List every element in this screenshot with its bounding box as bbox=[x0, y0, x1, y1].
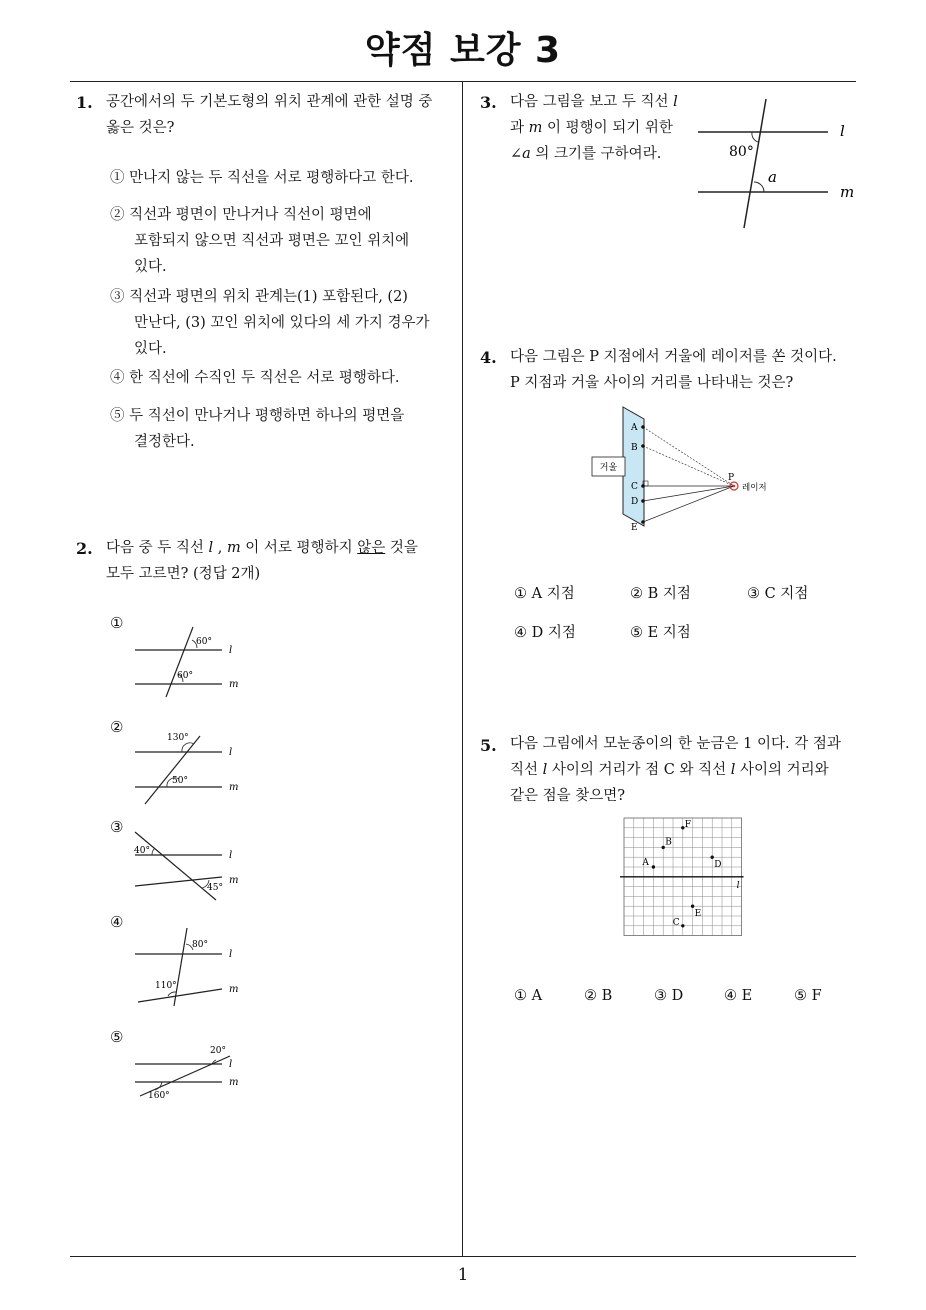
svg-text:60°: 60° bbox=[177, 671, 193, 681]
figure-q4 bbox=[588, 404, 788, 536]
svg-text:D: D bbox=[631, 497, 639, 507]
choice-1[interactable]: ① 만나지 않는 두 직선을 서로 평행하다고 한다. bbox=[110, 170, 414, 186]
question-text: 공간에서의 두 기본도형의 위치 관계에 관한 설명 중 옳은 것은? bbox=[106, 94, 433, 136]
question-number: 1. bbox=[76, 93, 93, 112]
choice-5[interactable]: ⑤ E 지점 bbox=[630, 625, 691, 641]
svg-text:l: l bbox=[229, 645, 233, 656]
question-number: 5. bbox=[480, 736, 497, 755]
svg-text:m: m bbox=[229, 984, 239, 995]
grid-point-label: A bbox=[642, 858, 649, 868]
choice-4[interactable]: ④ bbox=[110, 913, 124, 931]
choice-3-cont: 있다. bbox=[134, 341, 167, 357]
question-text: 다음 중 두 직선 l , m 이 서로 평행하지 않은 것을 모두 고르면? (정답 2개) bbox=[106, 540, 418, 582]
svg-text:l: l bbox=[229, 1059, 233, 1070]
column-divider bbox=[462, 82, 463, 1257]
svg-text:C: C bbox=[631, 482, 638, 492]
svg-text:P: P bbox=[728, 473, 735, 483]
page-number: 1 bbox=[457, 1265, 469, 1285]
choice-5[interactable]: ⑤ F bbox=[794, 988, 822, 1004]
line-l-label: l bbox=[736, 880, 740, 891]
svg-text:l: l bbox=[229, 747, 233, 758]
svg-text:m: m bbox=[229, 679, 239, 690]
grid-point-D bbox=[711, 856, 714, 859]
figure-2 bbox=[130, 726, 250, 806]
svg-text:110°: 110° bbox=[155, 981, 177, 991]
grid-point-label: D bbox=[714, 860, 722, 871]
svg-text:l: l bbox=[229, 850, 233, 861]
grid-point-label: E bbox=[694, 909, 702, 920]
svg-text:m: m bbox=[840, 183, 855, 201]
choice-5[interactable]: ⑤ 두 직선이 만나거나 평행하면 하나의 평면을 bbox=[110, 408, 405, 424]
grid-point-C bbox=[681, 924, 684, 927]
choice-2[interactable]: ② bbox=[110, 718, 124, 736]
question-text: 다음 그림에서 모눈종이의 한 눈금은 1 이다. 각 점과 직선 l 사이의 거리가 점 C 와 직선 l 사이의 거리와 같은 점을 찾으면? bbox=[510, 736, 841, 804]
grid-figure bbox=[620, 814, 750, 944]
svg-text:A: A bbox=[631, 423, 638, 433]
svg-text:20°: 20° bbox=[210, 1046, 226, 1056]
figure-4 bbox=[130, 924, 250, 1014]
svg-text:80°: 80° bbox=[729, 144, 754, 160]
svg-text:50°: 50° bbox=[172, 776, 188, 786]
question-number: 4. bbox=[480, 348, 497, 367]
choice-5[interactable]: ⑤ bbox=[110, 1028, 124, 1046]
figure-q3 bbox=[690, 96, 860, 234]
svg-text:60°: 60° bbox=[196, 637, 212, 647]
choice-2[interactable]: ② B bbox=[584, 988, 613, 1004]
choice-4[interactable]: ④ E bbox=[724, 988, 753, 1004]
svg-text:130°: 130° bbox=[167, 733, 189, 743]
choice-4[interactable]: ④ D 지점 bbox=[514, 625, 576, 641]
svg-text:거울: 거울 bbox=[599, 463, 618, 473]
choice-3[interactable]: ③ 직선과 평면의 위치 관계는(1) 포함된다, (2) bbox=[110, 289, 408, 305]
svg-text:레이저: 레이저 bbox=[742, 483, 767, 493]
choice-4[interactable]: ④ 한 직선에 수직인 두 직선은 서로 평행하다. bbox=[110, 370, 400, 386]
svg-text:m: m bbox=[229, 782, 239, 793]
svg-text:B: B bbox=[631, 443, 638, 453]
svg-text:l: l bbox=[229, 949, 233, 960]
choice-2[interactable]: ② 직선과 평면이 만나거나 직선이 평면에 bbox=[110, 207, 372, 223]
choice-3[interactable]: ③ bbox=[110, 818, 124, 836]
svg-text:E: E bbox=[631, 523, 638, 533]
figure-1 bbox=[130, 622, 250, 702]
choice-1[interactable]: ① bbox=[110, 614, 124, 632]
grid-point-label: C bbox=[672, 917, 680, 928]
top-rule bbox=[70, 81, 856, 82]
svg-text:160°: 160° bbox=[148, 1091, 170, 1101]
svg-text:45°: 45° bbox=[207, 883, 223, 893]
choice-2-cont: 있다. bbox=[134, 259, 167, 275]
choice-1[interactable]: ① A 지점 bbox=[514, 586, 575, 602]
svg-text:40°: 40° bbox=[134, 846, 150, 856]
svg-text:a: a bbox=[768, 168, 777, 186]
grid-point-A bbox=[652, 865, 655, 868]
question-number: 2. bbox=[76, 539, 93, 558]
choice-2[interactable]: ② B 지점 bbox=[630, 586, 691, 602]
page-title: 약점 보강 3 bbox=[364, 30, 562, 71]
question-number: 3. bbox=[480, 93, 497, 112]
grid-point-label: B bbox=[665, 837, 672, 848]
choice-5-cont: 결정한다. bbox=[134, 434, 195, 450]
choice-3-cont: 만난다, (3) 꼬인 위치에 있다의 세 가지 경우가 bbox=[134, 315, 430, 331]
svg-text:m: m bbox=[229, 1077, 239, 1088]
choice-3[interactable]: ③ D bbox=[654, 988, 684, 1004]
question-text: 다음 그림은 P 지점에서 거울에 레이저를 쏜 것이다. P 지점과 거울 사이의 거리를 나타내는 것은? bbox=[510, 349, 837, 391]
grid-point-E bbox=[691, 905, 694, 908]
choice-2-cont: 포함되지 않으면 직선과 평면은 꼬인 위치에 bbox=[134, 233, 410, 249]
choice-1[interactable]: ① A bbox=[514, 988, 543, 1004]
grid-point-label: F bbox=[684, 819, 692, 830]
choice-3[interactable]: ③ C 지점 bbox=[747, 586, 809, 602]
svg-text:l: l bbox=[840, 122, 845, 140]
svg-text:80°: 80° bbox=[192, 940, 208, 950]
question-text: 다음 그림을 보고 두 직선 l 과 m 이 평행이 되기 위한 ∠a 의 크기를 구하여라. bbox=[510, 94, 678, 162]
svg-text:m: m bbox=[229, 875, 239, 886]
bottom-rule bbox=[70, 1256, 856, 1257]
figure-3 bbox=[130, 826, 250, 906]
figure-5 bbox=[130, 1036, 250, 1111]
